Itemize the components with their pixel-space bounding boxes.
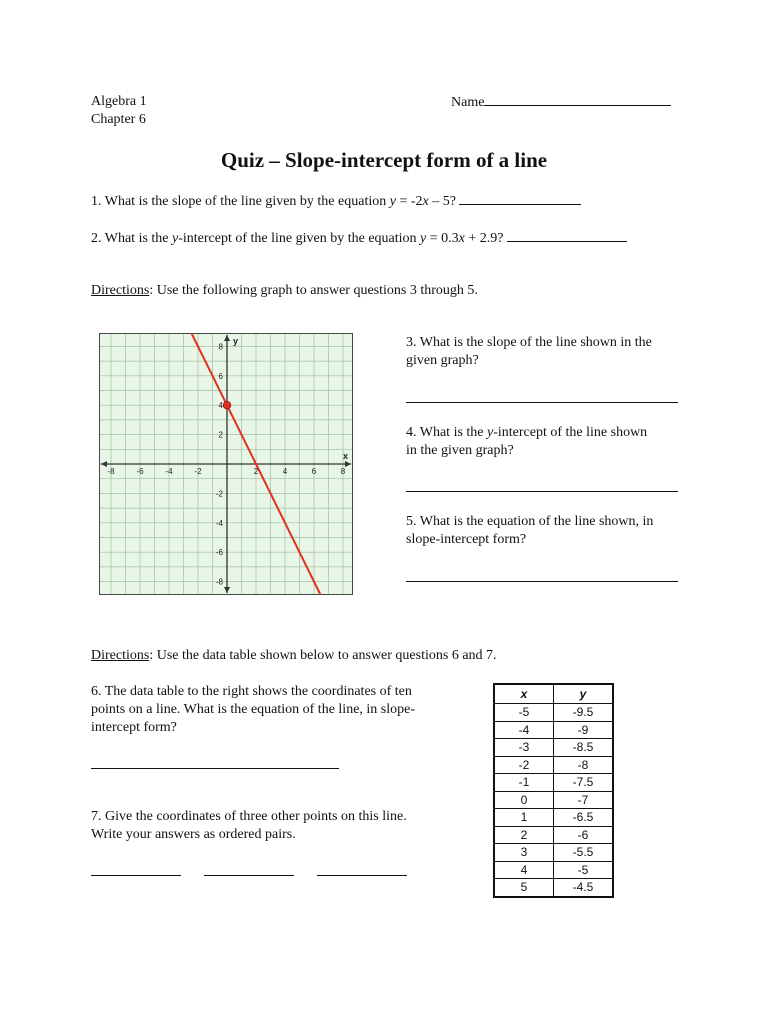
- answer-line-7a[interactable]: [91, 875, 181, 876]
- table-cell-y: -5: [554, 861, 614, 879]
- y-axis-label: y: [233, 336, 239, 346]
- name-label: Name: [451, 95, 485, 110]
- table-header-row: [494, 684, 613, 704]
- question-2: 2. What is the y-intercept of the line given by the equation y = 0.3x + 2.9?: [91, 229, 627, 248]
- x-tick-label: -6: [136, 467, 144, 476]
- table-cell-x: 1: [494, 809, 554, 827]
- table-cell-x: 0: [494, 791, 554, 809]
- table-row: [494, 879, 613, 897]
- table-cell-y: -7.5: [554, 774, 614, 792]
- question-5: 5. What is the equation of the line shown, in slope-intercept form?: [406, 514, 654, 547]
- table-cell-x: 3: [494, 844, 554, 862]
- table-cell-x: -1: [494, 774, 554, 792]
- table-cell-x: 2: [494, 826, 554, 844]
- page-title: Quiz – Slope-intercept form of a line: [220, 148, 548, 172]
- x-tick-label: 2: [253, 467, 259, 476]
- table-cell-y: -9.5: [554, 704, 614, 722]
- table-row: [494, 721, 613, 739]
- table-cell-y: -8.5: [554, 739, 614, 757]
- table-cell-x: -2: [494, 756, 554, 774]
- y-tick-label: 4: [218, 401, 223, 411]
- answer-line-5[interactable]: [406, 581, 678, 582]
- x-tick-label: 6: [311, 467, 317, 476]
- table-row: [494, 791, 613, 809]
- answer-line-6[interactable]: [91, 768, 339, 769]
- question-7: 7. Give the coordinates of three other points on this line. Write your answers as ordered pairs.: [91, 809, 407, 842]
- directions-2: Directions: Use the data table shown below to answer questions 6 and 7.: [91, 648, 497, 663]
- name-blank[interactable]: [484, 93, 671, 106]
- answer-line-3[interactable]: [406, 402, 678, 403]
- y-intercept-point: [223, 401, 231, 409]
- question-6: 6. The data table to the right shows the coordinates of ten points on a line. What is the equation of the line, in slope- intercept form?: [91, 684, 416, 735]
- table-row: [494, 756, 613, 774]
- x-tick-label: 8: [340, 467, 346, 476]
- y-tick-label: -8: [215, 577, 223, 587]
- question-4: 4. What is the y-intercept of the line shown in the given graph?: [406, 425, 648, 458]
- answer-line-7b[interactable]: [204, 875, 294, 876]
- answer-line-7c[interactable]: [317, 875, 407, 876]
- table-cell-x: -5: [494, 704, 554, 722]
- table-cell-x: -4: [494, 721, 554, 739]
- table-header-x: x: [494, 684, 554, 704]
- data-table: [493, 683, 614, 898]
- question-3: 3. What is the slope of the line shown in the given graph?: [406, 335, 652, 368]
- table-row: [494, 826, 613, 844]
- table-header-y: y: [554, 684, 614, 704]
- table-cell-y: -6.5: [554, 809, 614, 827]
- table-cell-y: -6: [554, 826, 614, 844]
- answer-blank-1[interactable]: [459, 192, 581, 205]
- y-tick-label: 8: [218, 342, 223, 352]
- table-row: [494, 739, 613, 757]
- table-cell-x: -3: [494, 739, 554, 757]
- directions-1: Directions: Use the following graph to answer questions 3 through 5.: [91, 283, 478, 298]
- table-cell-y: -9: [554, 721, 614, 739]
- y-tick-label: 6: [218, 371, 223, 381]
- table-row: [494, 844, 613, 862]
- table-cell-y: -8: [554, 756, 614, 774]
- x-tick-label: -2: [194, 467, 202, 476]
- table-row: [494, 861, 613, 879]
- table-row: [494, 704, 613, 722]
- table-row: [494, 774, 613, 792]
- table-row: [494, 809, 613, 827]
- y-tick-label: 2: [218, 430, 223, 440]
- table-cell-y: -4.5: [554, 879, 614, 897]
- table-cell-x: 4: [494, 861, 554, 879]
- y-tick-label: -4: [215, 518, 223, 528]
- coordinate-graph: [99, 333, 353, 595]
- answer-blank-2[interactable]: [507, 229, 627, 242]
- y-tick-label: -2: [215, 489, 223, 499]
- name-field[interactable]: [451, 93, 671, 112]
- chapter-label: Chapter 6: [91, 112, 146, 127]
- x-axis-label: x: [343, 451, 349, 461]
- table-cell-x: 5: [494, 879, 554, 897]
- answer-line-4[interactable]: [406, 491, 678, 492]
- x-tick-label: 4: [282, 467, 288, 476]
- question-1: 1. What is the slope of the line given by the equation y = -2x – 5?: [91, 192, 581, 211]
- table-cell-y: -5.5: [554, 844, 614, 862]
- course-label: Algebra 1: [91, 94, 147, 109]
- x-tick-label: -8: [107, 467, 115, 476]
- table-cell-y: -7: [554, 791, 614, 809]
- y-tick-label: -6: [215, 548, 223, 558]
- x-tick-label: -4: [165, 467, 173, 476]
